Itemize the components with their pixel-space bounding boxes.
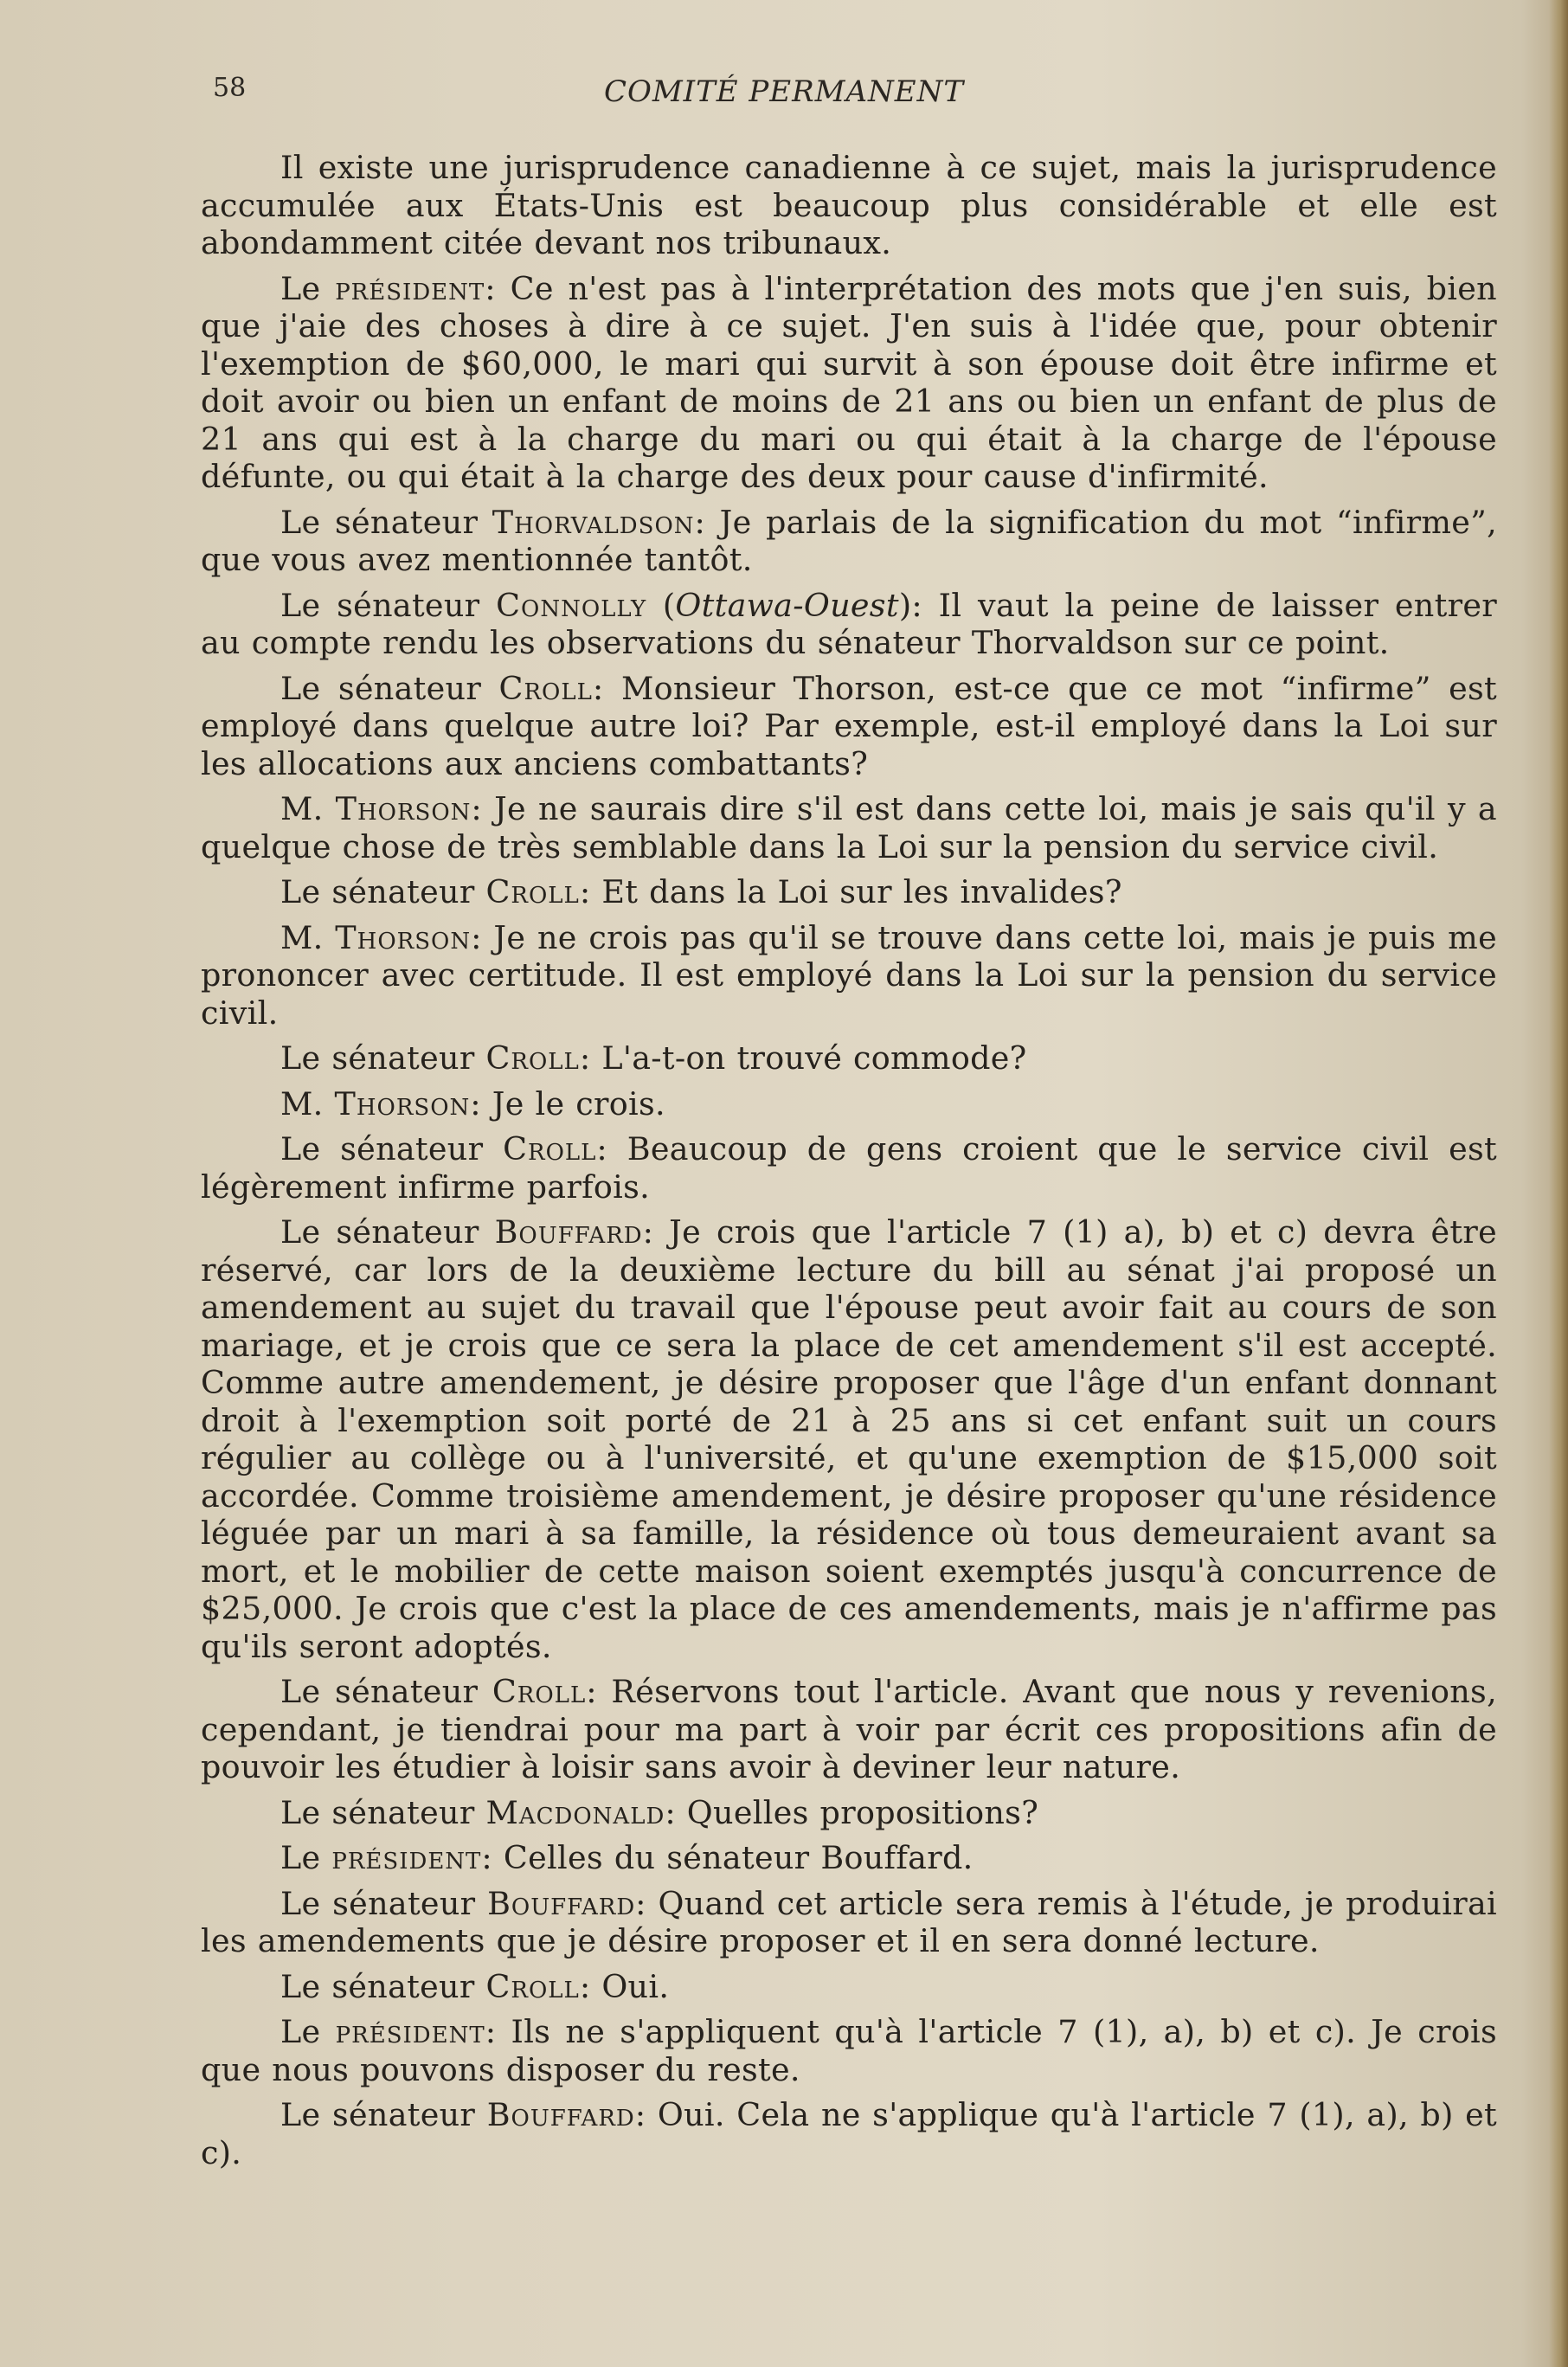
- paragraph-text: : Je crois que l'article 7 (1) a), b) et c) devra être réservé, car lors de la deuxième lecture du bill au sénat j'ai proposé un amendement au sujet du travail que l'épouse peut avoir fait au cours de son mariage, et je crois que ce sera la place de cet amendement s'il est accepté. Comme autre amendement, je désire proposer que l'âge d'un enfant donnant droit à l'exemption soit porté de 21 à 25 ans si cet enfant suit un cours régulier au collège ou à l'université, et qu'une exemption de $15,000 soit accordée. Comme troisième amendement, je désire proposer qu'une résidence léguée par un mari à sa famille, la résidence où tous demeuraient avant sa mort, et le mobilier de cette maison soient exemptés jusqu'à concurrence de $25,000. Je crois que c'est la place de ces amendements, mais je n'affirme pas qu'ils seront adoptés.: [201, 1213, 1498, 1665]
- speaker-prefix: Le sénateur: [280, 873, 486, 910]
- speaker-name: Macdonald: [485, 1793, 665, 1831]
- speaker-prefix: Le sénateur: [280, 1213, 495, 1251]
- paragraph-text: : Et dans la Loi sur les invalides?: [579, 873, 1122, 910]
- speaker-prefix: M.: [280, 918, 336, 956]
- paragraph-text: : Je parlais de la signification du mot “infirme”, que vous avez mentionnée tantôt.: [201, 503, 1497, 578]
- speaker-prefix: Le sénateur: [280, 1793, 486, 1831]
- speaker-name: président: [335, 2013, 485, 2050]
- paragraph: [201, 919, 1497, 1032]
- paragraph-text: : Je ne crois pas qu'il se trouve dans cette loi, mais je puis me prononcer avec certitude. Il est employé dans la Loi sur la pension du service civil.: [201, 918, 1497, 1032]
- speaker-prefix: Le: [280, 269, 336, 307]
- speaker-prefix: Le sénateur: [280, 1039, 486, 1077]
- paragraph: [201, 1794, 1497, 1832]
- paragraph-text: : Réservons tout l'article. Avant que nous y revenions, cependant, je tiendrai pour ma part à voir par écrit ces propositions afin de pouvoir les étudier à loisir sans avoir à deviner leur nature.: [201, 1673, 1497, 1785]
- speaker-prefix: M.: [280, 790, 336, 827]
- paragraph-text: : Ils ne s'appliquent qu'à l'article 7 (1), a), b) et c). Je crois que nous pouvons disposer du reste.: [201, 2013, 1498, 2088]
- speaker-prefix: Le: [280, 1839, 332, 1876]
- paragraph: [201, 1130, 1497, 1206]
- speaker-name: Croll: [498, 669, 593, 707]
- speaker-name: Croll: [485, 1039, 580, 1077]
- paragraph: [201, 1885, 1497, 1960]
- paragraph: [201, 1213, 1497, 1665]
- paragraph: [201, 504, 1497, 579]
- paragraph: [201, 2096, 1497, 2171]
- speaker-prefix: Le sénateur: [280, 669, 499, 707]
- speaker-name: Croll: [503, 1130, 597, 1167]
- page-number: 58: [213, 73, 247, 103]
- speaker-name: Croll: [485, 873, 580, 910]
- speaker-qualifier: Ottawa-Ouest: [675, 586, 899, 624]
- speaker-prefix: Le sénateur: [280, 503, 492, 541]
- speaker-prefix: Le sénateur: [280, 2096, 487, 2133]
- speaker-prefix: Le sénateur: [280, 1130, 504, 1167]
- paragraph-text: Il existe une jurisprudence canadienne à ce sujet, mais la jurisprudence accumulée aux États-Unis est beaucoup plus considérable et elle est abondamment citée devant nos tribunaux.: [201, 149, 1497, 261]
- paragraph-text: : L'a-t-on trouvé commode?: [579, 1039, 1027, 1077]
- paragraph: Le sénateur Connolly (Ottawa-Ouest): Il vaut la peine de laisser entrer au compte rendu les observations du sénateur Thorvaldson sur ce point.: [201, 586, 1497, 661]
- speaker-prefix: M.: [280, 1084, 335, 1122]
- paragraph: [201, 790, 1497, 865]
- speaker-name: Bouffard: [486, 2096, 635, 2133]
- paragraph: [201, 1039, 1497, 1077]
- paragraph: [201, 1968, 1497, 2006]
- speaker-name: Thorvaldson: [492, 503, 695, 541]
- paragraph: [201, 2013, 1497, 2088]
- paragraph: [201, 873, 1497, 911]
- paragraph-text: : Je ne saurais dire s'il est dans cette loi, mais je sais qu'il y a quelque chose de très semblable dans la Loi sur la pension du service civil.: [201, 790, 1497, 865]
- speaker-prefix: Le sénateur: [280, 1884, 488, 1922]
- paragraph-text: : Je le crois.: [470, 1084, 665, 1122]
- speaker-name: Thorson: [335, 918, 472, 956]
- speaker-name: Thorson: [335, 790, 472, 827]
- transcript-body: [201, 149, 1497, 2179]
- paragraph: [201, 1839, 1497, 1877]
- paragraph-text: : Beaucoup de gens croient que le service civil est légèrement infirme parfois.: [201, 1130, 1497, 1206]
- paragraph-text: : Quand cet article sera remis à l'étude, je produirai les amendements que je désire proposer et il en sera donné lecture.: [201, 1884, 1497, 1959]
- paragraph-text: : Oui.: [579, 1967, 670, 2005]
- speaker-name: Croll: [492, 1673, 587, 1710]
- page-edge-shadow: [1549, 0, 1568, 2367]
- speaker-name: président: [335, 269, 485, 307]
- paragraph: [201, 149, 1497, 262]
- speaker-name: Croll: [485, 1967, 580, 2005]
- speaker-name: Connolly: [496, 586, 647, 624]
- speaker-name: Bouffard: [494, 1213, 643, 1251]
- paragraph-text: : Ce n'est pas à l'interprétation des mots que j'en suis, bien que j'aie des choses à dire à ce sujet. J'en suis à l'idée que, pour obtenir l'exemption de $60,000, le mari qui survit à son épouse doit être infirme et doit avoir ou bien un enfant de moins de 21 ans ou bien un enfant de plus de 21 ans qui est à la charge du mari ou qui était à la charge de l'épouse défunte, ou qui était à la charge des deux pour cause d'infirmité.: [201, 269, 1497, 495]
- paragraph-text: : Monsieur Thorson, est-ce que ce mot “infirme” est employé dans quelque autre loi? Par exemple, est-il employé dans la Loi sur les allocations aux anciens combattants?: [201, 669, 1498, 782]
- speaker-name: Bouffard: [487, 1884, 636, 1922]
- speaker-prefix: Le: [280, 2013, 336, 2050]
- paragraph-text: : Quelles propositions?: [665, 1793, 1039, 1831]
- paragraph-text: : Celles du sénateur Bouffard.: [481, 1839, 974, 1876]
- speaker-name: Thorson: [334, 1084, 471, 1122]
- running-head: COMITÉ PERMANENT: [603, 74, 965, 109]
- speaker-prefix: Le sénateur: [280, 1673, 492, 1710]
- paragraph: [201, 670, 1497, 783]
- speaker-prefix: Le sénateur: [280, 1967, 486, 2005]
- paragraph-text: : Il vaut la peine de laisser entrer au compte rendu les observations du sénateur Thorvaldson sur ce point.: [201, 586, 1497, 661]
- paragraph: [201, 1673, 1497, 1786]
- paragraph-text: : Oui. Cela ne s'applique qu'à l'article 7 (1), a), b) et c).: [201, 2096, 1497, 2171]
- speaker-prefix: Le sénateur: [280, 586, 497, 624]
- paragraph: [201, 1085, 1497, 1123]
- paragraph: [201, 270, 1497, 496]
- speaker-name: président: [331, 1839, 482, 1876]
